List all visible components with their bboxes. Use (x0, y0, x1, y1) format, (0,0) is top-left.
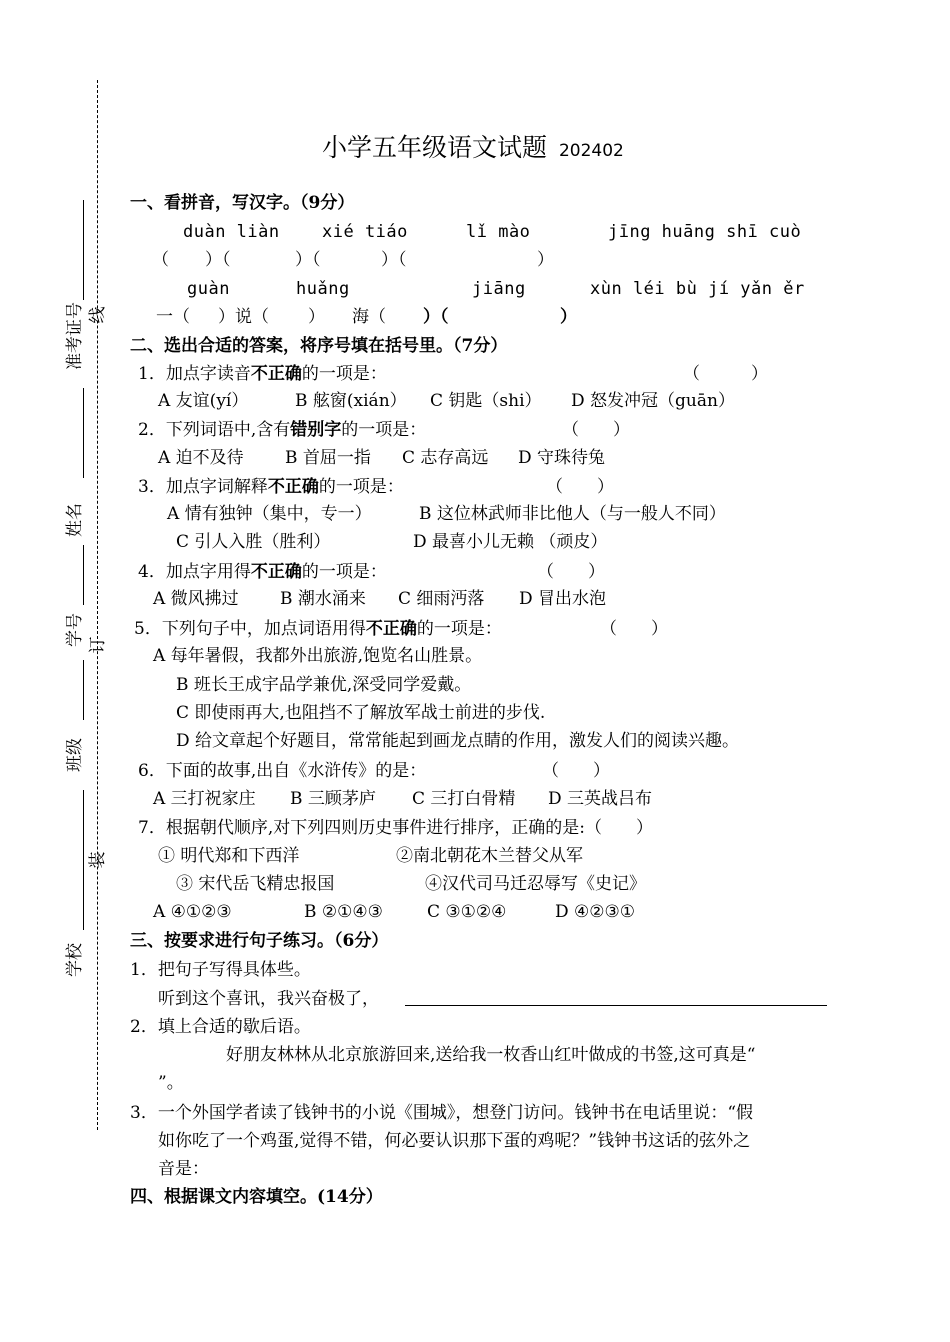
blank-2a: 一（ (156, 307, 190, 327)
s3-q3-line2: 如你吃了一个鸡蛋,觉得不错，何必要认识那下蛋的鸡呢？”钱钟书这话的弦外之 (158, 1131, 751, 1151)
q2-option-a: A 迫不及待 (158, 448, 244, 468)
q6-option-d: D 三英战吕布 (548, 789, 653, 809)
q2-answer-paren: （ ） (562, 420, 630, 440)
q7-option-d: D ④②③① (555, 902, 635, 922)
pinyin-5: guàn (187, 279, 230, 299)
margin-label-exam-number: 准考证号 (65, 302, 85, 370)
section-3-heading: 三、按要求进行句子练习。（6分） (130, 931, 389, 951)
margin-label-name: 姓名 (65, 503, 85, 537)
blank-2b: ）说（ (218, 307, 269, 327)
q3-option-a: A 情有独钟（集中，专一） (167, 504, 372, 524)
q3-tail: 的一项是： (318, 477, 404, 497)
pinyin-4: jīng huāng shī cuò (608, 222, 802, 242)
s3-q3-line1: 3．一个外国学者读了钱钟书的小说《围城》，想登门访问。钱钟书在电话里说：“假 (130, 1103, 754, 1123)
margin-line-1 (83, 200, 84, 300)
section-1-heading: 一、看拼音，写汉字。（9分） (130, 193, 355, 213)
q3-emphasis: 不正确 (267, 477, 319, 497)
q1-option-a: A 友谊(yí） (158, 391, 249, 411)
cut-mark-xian: 线 (88, 306, 108, 324)
q5-stem-text: 5．下列句子中，加点词语用得 (134, 619, 366, 639)
margin-label-class: 班级 (65, 738, 85, 772)
margin-line-2 (83, 388, 84, 478)
q1-option-b: B 舷窗(xián） (295, 391, 407, 411)
q7-option-b: B ②①④③ (304, 902, 383, 922)
q1-answer-paren: （ ） (683, 364, 768, 384)
q5-answer-paren: （ ） (600, 619, 668, 639)
q1-option-d: D 怒发冲冠（guān） (571, 391, 735, 411)
q5-option-d: D 给文章起个好题目，常常能起到画龙点睛的作用，激发人们的阅读兴趣。 (176, 731, 740, 751)
q1-option-c: C 钥匙（shi） (430, 391, 542, 411)
blank-2e: ）（ (423, 307, 449, 327)
pinyin-2: xié tiáo (322, 222, 408, 242)
pinyin-6: huǎng (296, 279, 350, 299)
blank-2c: ） (308, 307, 325, 327)
q7-event-2: ②南北朝花木兰替父从军 (396, 846, 583, 866)
q7-event-3: ③ 宋代岳飞精忠报国 (176, 874, 335, 894)
margin-line-3 (83, 545, 84, 605)
q3-stem (138, 476, 404, 498)
title-text: 小学五年级语文试题 (322, 133, 548, 162)
margin-line-5 (83, 790, 84, 930)
q4-option-a: A 微风拂过 (153, 589, 239, 609)
pinyin-8: xùn léi bù jí yǎn ěr (590, 279, 805, 299)
q3-answer-paren: （ ） (546, 477, 614, 497)
q4-stem (138, 561, 387, 583)
q4-option-c: C 细雨沔落 (398, 589, 485, 609)
blank-1e: ） (537, 250, 554, 270)
s3-q1-line: 听到这个喜讯，我兴奋极了， (158, 989, 379, 1009)
cut-mark-zhuang: 装 (88, 851, 108, 869)
q6-option-a: A 三打祝家庄 (153, 789, 256, 809)
q4-answer-paren: （ ） (537, 562, 605, 582)
q4-emphasis: 不正确 (250, 562, 302, 582)
q2-option-c: C 志存高远 (402, 448, 489, 468)
title-code: 202402 (558, 141, 624, 161)
q2-option-b: B 首屈一指 (285, 448, 371, 468)
margin-label-student-id: 学号 (65, 613, 85, 647)
pinyin-3: lǐ mào (466, 222, 531, 242)
q7-event-4: ④汉代司马迁忍辱写《史记》 (425, 874, 646, 894)
q6-option-b: B 三顾茅庐 (290, 789, 376, 809)
section-4-heading: 四、根据课文内容填空。(14分） (130, 1187, 383, 1207)
q2-option-d: D 守珠待兔 (518, 448, 606, 468)
q3-option-d: D 最喜小儿无赖 （顽皮） (413, 532, 608, 552)
q3-option-b: B 这位林武师非比他人（与一般人不同） (419, 504, 726, 524)
s3-q2-stem: 2．填上合适的歇后语。 (130, 1017, 311, 1037)
section-2-heading: 二、选出合适的答案，将序号填在括号里。（7分） (130, 336, 508, 356)
q4-option-d: D 冒出水泡 (519, 589, 607, 609)
q6-stem: 6．下面的故事,出自《水浒传》的是： (138, 761, 427, 781)
pinyin-1: duàn liàn (183, 222, 280, 242)
blank-2d: 海（ (352, 307, 386, 327)
blank-1c: ）（ (295, 250, 321, 270)
q7-option-c: C ③①②④ (427, 902, 507, 922)
q5-option-c: C 即使雨再大,也阻挡不了解放军战士前进的步伐. (176, 703, 546, 723)
q2-tail: 的一项是： (341, 420, 427, 440)
q1-stem (138, 363, 387, 385)
q4-tail: 的一项是： (301, 562, 387, 582)
q7-option-a: A ④①②③ (153, 902, 232, 922)
q1-tail: 的一项是： (301, 364, 387, 384)
binding-dashed-line (97, 80, 98, 1130)
q5-option-b: B 班长王成宇品学兼优,深受同学爱戴。 (176, 675, 472, 695)
q7-stem: 7．根据朝代顺序,对下列四则历史事件进行排序，正确的是:（ ） (138, 818, 653, 838)
q4-option-b: B 潮水涌来 (280, 589, 366, 609)
q6-option-c: C 三打白骨精 (412, 789, 516, 809)
pinyin-7: jiāng (472, 279, 526, 299)
s3-q3-line3: 音是： (158, 1159, 209, 1179)
blank-1d: ）（ (381, 250, 407, 270)
q4-stem-text: 4．加点字用得 (138, 562, 251, 582)
blank-2f: ） (560, 307, 577, 327)
q5-stem (134, 618, 502, 640)
blank-1a: （ (152, 250, 169, 270)
s3-q2-line2: ”。 (158, 1073, 184, 1093)
blank-1b: ）（ (205, 250, 231, 270)
q1-stem-text: 1．加点字读音 (138, 364, 251, 384)
s3-q2-line1: 好朋友林林从北京旅游回来,送给我一枚香山红叶做成的书签,这可真是“ (226, 1045, 756, 1065)
q3-stem-text: 3．加点字词解释 (138, 477, 268, 497)
q7-event-1: ① 明代郑和下西洋 (158, 846, 300, 866)
s3-q1-answer-line[interactable] (405, 1005, 827, 1006)
q2-stem (138, 419, 426, 441)
q5-emphasis: 不正确 (365, 619, 417, 639)
q3-option-c: C 引人入胜（胜利） (176, 532, 331, 552)
q6-answer-paren: （ ） (542, 761, 610, 781)
q1-emphasis: 不正确 (250, 364, 302, 384)
q5-option-a: A 每年暑假，我都外出旅游,饱览名山胜景。 (153, 646, 483, 666)
s3-q1-stem: 1．把句子写得具体些。 (130, 960, 311, 980)
q2-stem-text: 2．下列词语中,含有 (138, 420, 291, 440)
q5-tail: 的一项是： (416, 619, 502, 639)
margin-label-school: 学校 (65, 943, 85, 977)
page-title (322, 132, 624, 167)
q2-emphasis: 错别字 (290, 420, 342, 440)
cut-mark-ding: 订 (88, 636, 108, 654)
margin-line-4 (83, 660, 84, 720)
